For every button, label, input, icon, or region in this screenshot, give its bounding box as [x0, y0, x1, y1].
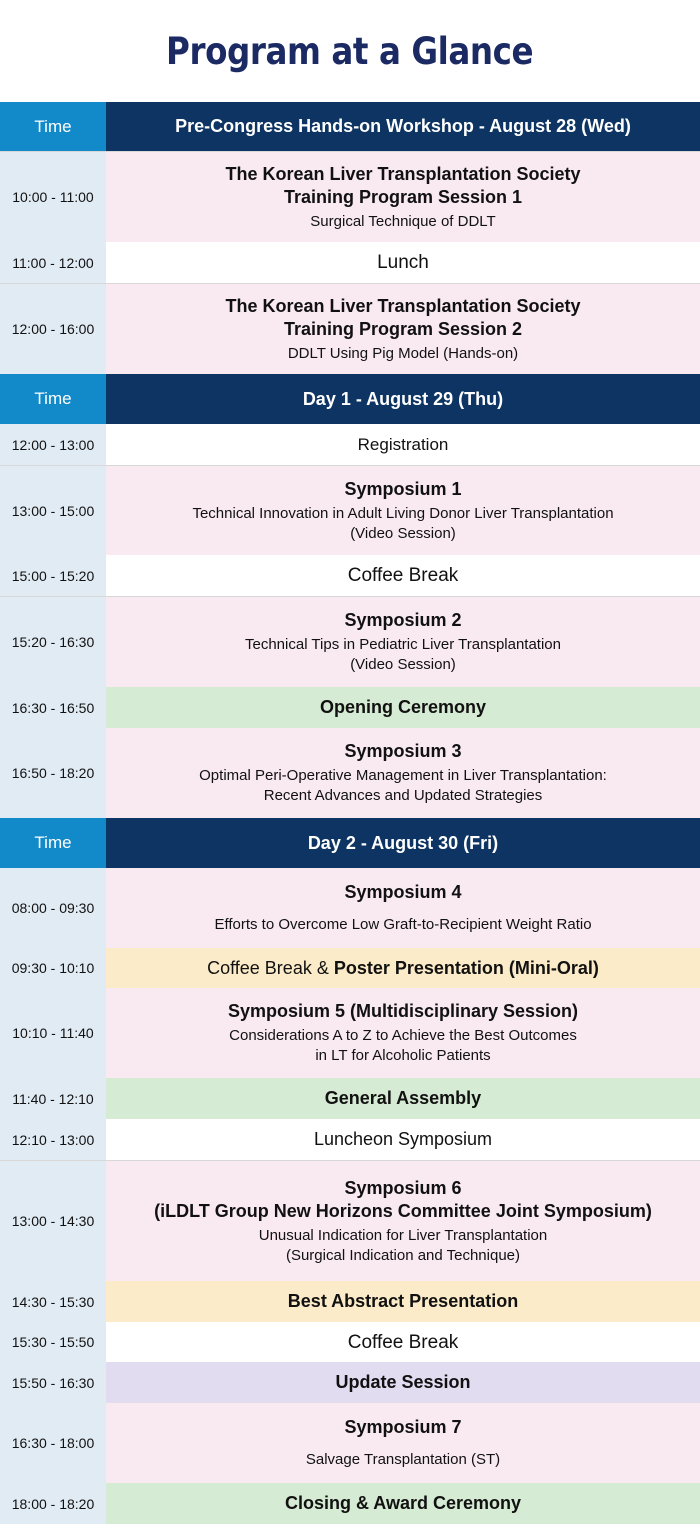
- section-header-workshop: [0, 102, 700, 151]
- session-subtitle: Technical Innovation in Adult Living Donor Liver Transplantation: [192, 504, 614, 522]
- session-title: Symposium 1: [344, 478, 462, 499]
- session-cell: [106, 597, 700, 687]
- time-slot: 15:00 - 15:20: [0, 555, 106, 596]
- time-slot: 12:00 - 13:00: [0, 424, 106, 465]
- schedule-row: [0, 1483, 700, 1524]
- schedule-row: [0, 728, 700, 818]
- session-cell: [106, 1078, 700, 1119]
- session-cell: [106, 1119, 700, 1160]
- session-subtitle: (Video Session): [350, 656, 456, 673]
- time-slot: 12:00 - 16:00: [0, 284, 106, 374]
- session-cell: [106, 1483, 700, 1524]
- schedule-row: [0, 687, 700, 728]
- session-cell: [106, 687, 700, 728]
- header-time-label: Time: [0, 102, 106, 151]
- time-slot: 09:30 - 10:10: [0, 948, 106, 988]
- schedule-row: [0, 465, 700, 555]
- session-cell: [106, 466, 700, 555]
- schedule-row: [0, 151, 700, 242]
- schedule-row: [0, 1403, 700, 1483]
- schedule-row: [0, 424, 700, 465]
- session-title: Symposium 5 (Multidisciplinary Session): [227, 1001, 579, 1021]
- time-slot: 12:10 - 13:00: [0, 1119, 106, 1160]
- title-area: [0, 0, 700, 102]
- session-subtitle: DDLT Using Pig Model (Hands-on): [287, 344, 519, 362]
- session-title: Training Program Session 2: [283, 318, 523, 339]
- page-title: Program at a Glance: [166, 29, 534, 73]
- program-table: [0, 102, 700, 1524]
- header-title: Pre-Congress Hands-on Workshop - August 28 (Wed): [106, 102, 700, 151]
- session-cell: [106, 555, 700, 596]
- session-label: Closing & Award Ceremony: [284, 1493, 522, 1513]
- session-label-bold: Poster Presentation (Mini-Oral): [333, 957, 599, 978]
- schedule-row: [0, 283, 700, 374]
- time-slot: 11:40 - 12:10: [0, 1078, 106, 1119]
- schedule-row: [0, 555, 700, 596]
- time-slot: 15:50 - 16:30: [0, 1362, 106, 1403]
- header-title: Day 1 - August 29 (Thu): [106, 374, 700, 424]
- time-slot: 14:30 - 15:30: [0, 1281, 106, 1322]
- session-subtitle: Optimal Peri-Operative Management in Liver Transplantation:: [199, 767, 607, 784]
- session-title: Symposium 7: [344, 1417, 462, 1437]
- session-cell: [106, 242, 700, 283]
- time-slot: 10:10 - 11:40: [0, 988, 106, 1078]
- schedule-row: [0, 948, 700, 988]
- session-cell: [106, 1281, 700, 1322]
- session-label-plain: Coffee Break &: [207, 957, 329, 978]
- schedule-row: [0, 1281, 700, 1322]
- time-slot: 16:30 - 16:50: [0, 687, 106, 728]
- schedule-row: [0, 1160, 700, 1281]
- session-label: Update Session: [335, 1372, 471, 1392]
- time-slot: 16:30 - 18:00: [0, 1403, 106, 1483]
- session-cell: [106, 1362, 700, 1403]
- time-slot: 08:00 - 09:30: [0, 868, 106, 948]
- session-cell: [106, 284, 700, 374]
- session-label: Best Abstract Presentation: [287, 1291, 519, 1311]
- time-slot: 11:00 - 12:00: [0, 242, 106, 283]
- session-label: Coffee Break: [347, 565, 459, 586]
- session-title: Symposium 4: [344, 882, 462, 902]
- session-title: The Korean Liver Transplantation Society: [225, 295, 581, 316]
- session-subtitle: (Surgical Indication and Technique): [285, 1246, 521, 1264]
- session-subtitle: Considerations A to Z to Achieve the Best Outcomes: [229, 1027, 577, 1044]
- schedule-row: [0, 1078, 700, 1119]
- session-label: Coffee Break: [347, 1331, 459, 1353]
- schedule-row: [0, 596, 700, 687]
- schedule-row: [0, 988, 700, 1078]
- section-header-day1: [0, 374, 700, 424]
- time-slot: 13:00 - 15:00: [0, 466, 106, 555]
- session-cell: [106, 988, 700, 1078]
- session-label: Lunch: [377, 252, 429, 273]
- header-title: Day 2 - August 30 (Fri): [106, 818, 700, 868]
- header-time-label: Time: [0, 374, 106, 424]
- session-cell: [106, 728, 700, 818]
- schedule-row: [0, 1322, 700, 1362]
- time-slot: 13:00 - 14:30: [0, 1161, 106, 1281]
- session-cell: [106, 424, 700, 465]
- session-subtitle: Salvage Transplantation (ST): [305, 1451, 501, 1468]
- schedule-row: [0, 868, 700, 948]
- session-cell: [106, 1322, 700, 1362]
- session-subtitle: Technical Tips in Pediatric Liver Transplantation: [245, 636, 561, 653]
- session-subtitle: (Video Session): [350, 524, 456, 542]
- session-subtitle: Recent Advances and Updated Strategies: [263, 787, 543, 804]
- session-label: [207, 957, 599, 980]
- time-slot: 10:00 - 11:00: [0, 152, 106, 242]
- session-label: General Assembly: [324, 1088, 482, 1108]
- session-subtitle: Unusual Indication for Liver Transplantation: [258, 1226, 548, 1244]
- session-subtitle: Surgical Technique of DDLT: [310, 212, 496, 230]
- session-subtitle: Efforts to Overcome Low Graft-to-Recipient Weight Ratio: [214, 916, 592, 933]
- section-header-day2: [0, 818, 700, 868]
- session-title: Symposium 6: [344, 1177, 462, 1198]
- session-label: Registration: [357, 435, 449, 454]
- session-title: (iLDLT Group New Horizons Committee Joint Symposium): [154, 1200, 652, 1221]
- schedule-row: [0, 242, 700, 283]
- time-slot: 15:20 - 16:30: [0, 597, 106, 687]
- session-title: Training Program Session 1: [283, 186, 523, 207]
- session-cell: [106, 1161, 700, 1281]
- time-slot: 16:50 - 18:20: [0, 728, 106, 818]
- schedule-row: [0, 1119, 700, 1160]
- time-slot: 15:30 - 15:50: [0, 1322, 106, 1362]
- session-cell: [106, 152, 700, 242]
- session-title: Symposium 3: [344, 741, 462, 761]
- session-cell: [106, 868, 700, 948]
- time-slot: 18:00 - 18:20: [0, 1483, 106, 1524]
- header-time-label: Time: [0, 818, 106, 868]
- session-title: The Korean Liver Transplantation Society: [225, 163, 581, 184]
- schedule-row: [0, 1362, 700, 1403]
- session-cell: [106, 1403, 700, 1483]
- session-subtitle: in LT for Alcoholic Patients: [315, 1047, 491, 1064]
- session-label: Opening Ceremony: [319, 697, 487, 717]
- session-title: Symposium 2: [344, 610, 462, 630]
- session-label: Luncheon Symposium: [313, 1129, 493, 1149]
- session-cell: [106, 948, 700, 988]
